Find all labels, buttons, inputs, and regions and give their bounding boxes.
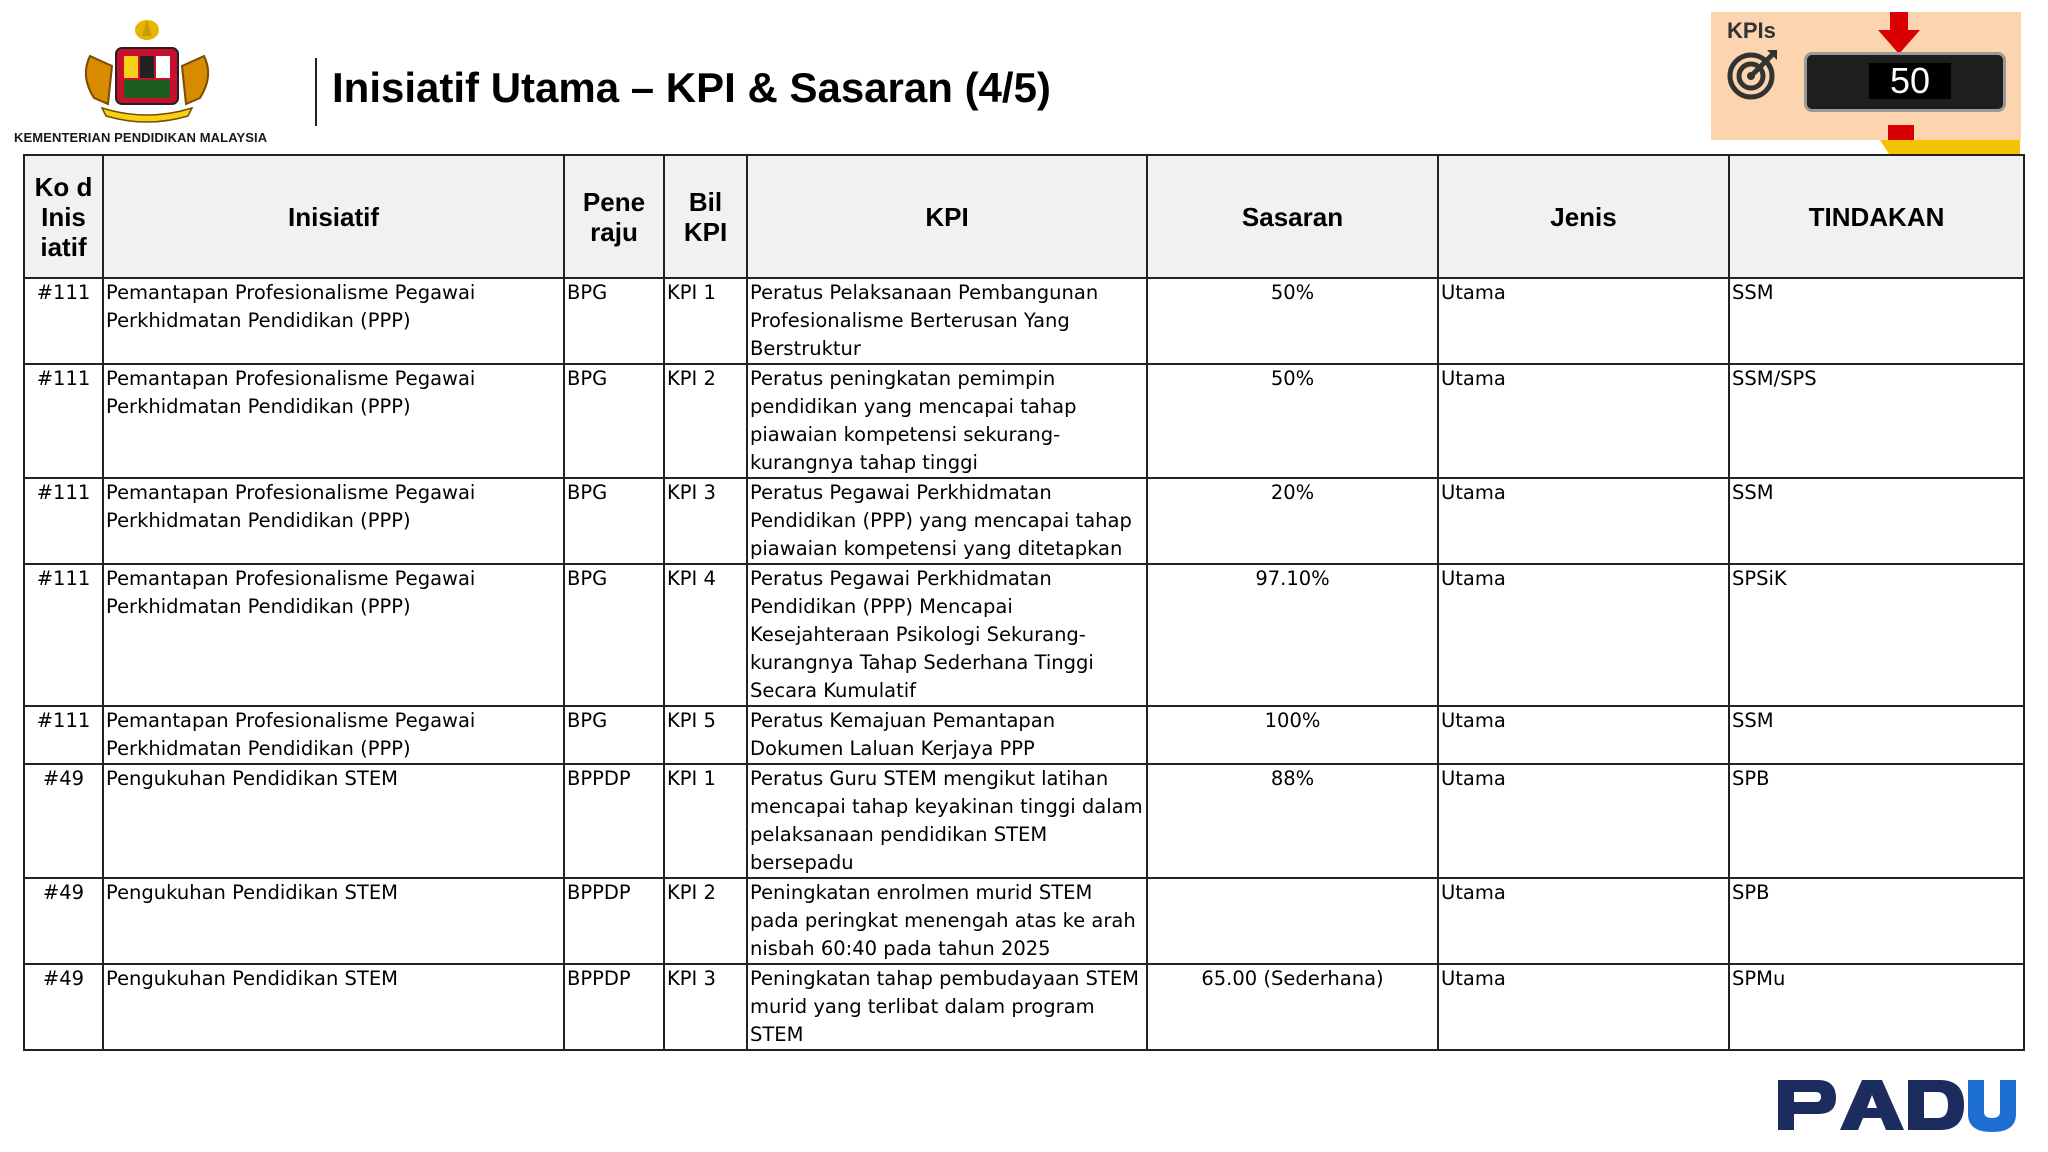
col-header-sasaran: Sasaran — [1147, 155, 1438, 278]
cell-sasaran: 50% — [1147, 364, 1438, 478]
cell-kpi: Peratus peningkatan pemimpin pendidikan yang mencapai tahap piawaian kompetensi sekurang-kurangnya tahap tinggi — [747, 364, 1147, 478]
table-row — [24, 706, 2024, 764]
cell-tindakan: SSM/SPS — [1729, 364, 2024, 478]
cell-sasaran — [1147, 878, 1438, 964]
kpi-display — [1804, 52, 2006, 112]
cell-kod: #111 — [24, 564, 103, 706]
cell-kpi: Peratus Pelaksanaan Pembangunan Profesionalisme Berterusan Yang Berstruktur — [747, 278, 1147, 364]
cell-peneraju: BPG — [564, 278, 664, 364]
col-header-jenis: Jenis — [1438, 155, 1729, 278]
kpi-count-value: 50 — [1869, 63, 1951, 99]
cell-bil-kpi: KPI 1 — [664, 764, 747, 878]
cell-inisiatif: Pemantapan Profesionalisme Pegawai Perkhidmatan Pendidikan (PPP) — [103, 478, 564, 564]
cell-kod: #111 — [24, 278, 103, 364]
cell-peneraju: BPPDP — [564, 964, 664, 1050]
cell-bil-kpi: KPI 2 — [664, 878, 747, 964]
header-divider — [315, 58, 317, 126]
cell-inisiatif: Pengukuhan Pendidikan STEM — [103, 764, 564, 878]
cell-inisiatif: Pemantapan Profesionalisme Pegawai Perkhidmatan Pendidikan (PPP) — [103, 278, 564, 364]
cell-tindakan: SPB — [1729, 764, 2024, 878]
col-header-bil-kpi: Bil KPI — [664, 155, 747, 278]
cell-sasaran: 65.00 (Sederhana) — [1147, 964, 1438, 1050]
cell-kod: #49 — [24, 878, 103, 964]
table-row — [24, 278, 2024, 364]
cell-jenis: Utama — [1438, 878, 1729, 964]
cell-sasaran: 88% — [1147, 764, 1438, 878]
cell-sasaran: 20% — [1147, 478, 1438, 564]
table-row — [24, 564, 2024, 706]
kpi-counter-widget — [1711, 12, 2021, 140]
cell-bil-kpi: KPI 3 — [664, 964, 747, 1050]
cell-jenis: Utama — [1438, 764, 1729, 878]
cell-kpi: Peratus Pegawai Perkhidmatan Pendidikan (PPP) Mencapai Kesejahteraan Psikologi Sekurang-kurangnya Tahap Sederhana Tinggi Secara Kumulatif — [747, 564, 1147, 706]
table-row — [24, 878, 2024, 964]
arrow-down-icon — [1876, 12, 1922, 54]
malaysia-crest-icon — [72, 16, 222, 128]
cell-kod: #111 — [24, 364, 103, 478]
cell-bil-kpi: KPI 5 — [664, 706, 747, 764]
cell-jenis: Utama — [1438, 278, 1729, 364]
col-header-tindakan: TINDAKAN — [1729, 155, 2024, 278]
col-header-kod: Ko d Inis iatif — [24, 155, 103, 278]
cell-sasaran: 97.10% — [1147, 564, 1438, 706]
cell-peneraju: BPPDP — [564, 764, 664, 878]
cell-tindakan: SSM — [1729, 278, 2024, 364]
table-header-row — [24, 155, 2024, 278]
cell-tindakan: SPB — [1729, 878, 2024, 964]
table-row — [24, 364, 2024, 478]
cell-peneraju: BPG — [564, 478, 664, 564]
col-header-peneraju: Pene raju — [564, 155, 664, 278]
cell-bil-kpi: KPI 1 — [664, 278, 747, 364]
cell-kpi: Peratus Kemajuan Pemantapan Dokumen Laluan Kerjaya PPP — [747, 706, 1147, 764]
table-row — [24, 478, 2024, 564]
cell-peneraju: BPPDP — [564, 878, 664, 964]
table-row — [24, 964, 2024, 1050]
cell-tindakan: SSM — [1729, 478, 2024, 564]
page-title: Inisiatif Utama – KPI & Sasaran (4/5) — [332, 64, 1051, 111]
col-header-inisiatif: Inisiatif — [103, 155, 564, 278]
cell-bil-kpi: KPI 4 — [664, 564, 747, 706]
cell-kpi: Peningkatan tahap pembudayaan STEM murid yang terlibat dalam program STEM — [747, 964, 1147, 1050]
cell-jenis: Utama — [1438, 706, 1729, 764]
cell-kpi: Peningkatan enrolmen murid STEM pada peringkat menengah atas ke arah nisbah 60:40 pada tahun 2025 — [747, 878, 1147, 964]
cell-kpi: Peratus Pegawai Perkhidmatan Pendidikan (PPP) yang mencapai tahap piawaian kompetensi yang ditetapkan — [747, 478, 1147, 564]
cell-tindakan: SPSiK — [1729, 564, 2024, 706]
cell-kod: #111 — [24, 706, 103, 764]
cell-bil-kpi: KPI 2 — [664, 364, 747, 478]
cell-peneraju: BPG — [564, 706, 664, 764]
cell-jenis: Utama — [1438, 364, 1729, 478]
cell-inisiatif: Pemantapan Profesionalisme Pegawai Perkhidmatan Pendidikan (PPP) — [103, 564, 564, 706]
cell-sasaran: 50% — [1147, 278, 1438, 364]
table-row — [24, 764, 2024, 878]
cell-jenis: Utama — [1438, 478, 1729, 564]
cell-inisiatif: Pengukuhan Pendidikan STEM — [103, 964, 564, 1050]
ministry-logo — [12, 16, 277, 148]
cell-kod: #49 — [24, 964, 103, 1050]
cell-kpi: Peratus Guru STEM mengikut latihan mencapai tahap keyakinan tinggi dalam pelaksanaan pendidikan STEM bersepadu — [747, 764, 1147, 878]
cell-inisiatif: Pengukuhan Pendidikan STEM — [103, 878, 564, 964]
cell-jenis: Utama — [1438, 964, 1729, 1050]
col-header-kpi: KPI — [747, 155, 1147, 278]
cell-sasaran: 100% — [1147, 706, 1438, 764]
cell-kod: #111 — [24, 478, 103, 564]
padu-logo — [1778, 1076, 2026, 1134]
cell-bil-kpi: KPI 3 — [664, 478, 747, 564]
kpi-table — [23, 154, 2025, 1051]
target-icon — [1725, 46, 1781, 102]
cell-jenis: Utama — [1438, 564, 1729, 706]
cell-tindakan: SPMu — [1729, 964, 2024, 1050]
cell-kod: #49 — [24, 764, 103, 878]
ministry-name: KEMENTERIAN PENDIDIKAN MALAYSIA — [14, 130, 268, 145]
cell-inisiatif: Pemantapan Profesionalisme Pegawai Perkhidmatan Pendidikan (PPP) — [103, 706, 564, 764]
arrow-stem-decoration — [1888, 125, 1914, 141]
cell-inisiatif: Pemantapan Profesionalisme Pegawai Perkhidmatan Pendidikan (PPP) — [103, 364, 564, 478]
cell-peneraju: BPG — [564, 564, 664, 706]
kpi-label: KPIs — [1727, 18, 1776, 43]
cell-tindakan: SSM — [1729, 706, 2024, 764]
cell-peneraju: BPG — [564, 364, 664, 478]
